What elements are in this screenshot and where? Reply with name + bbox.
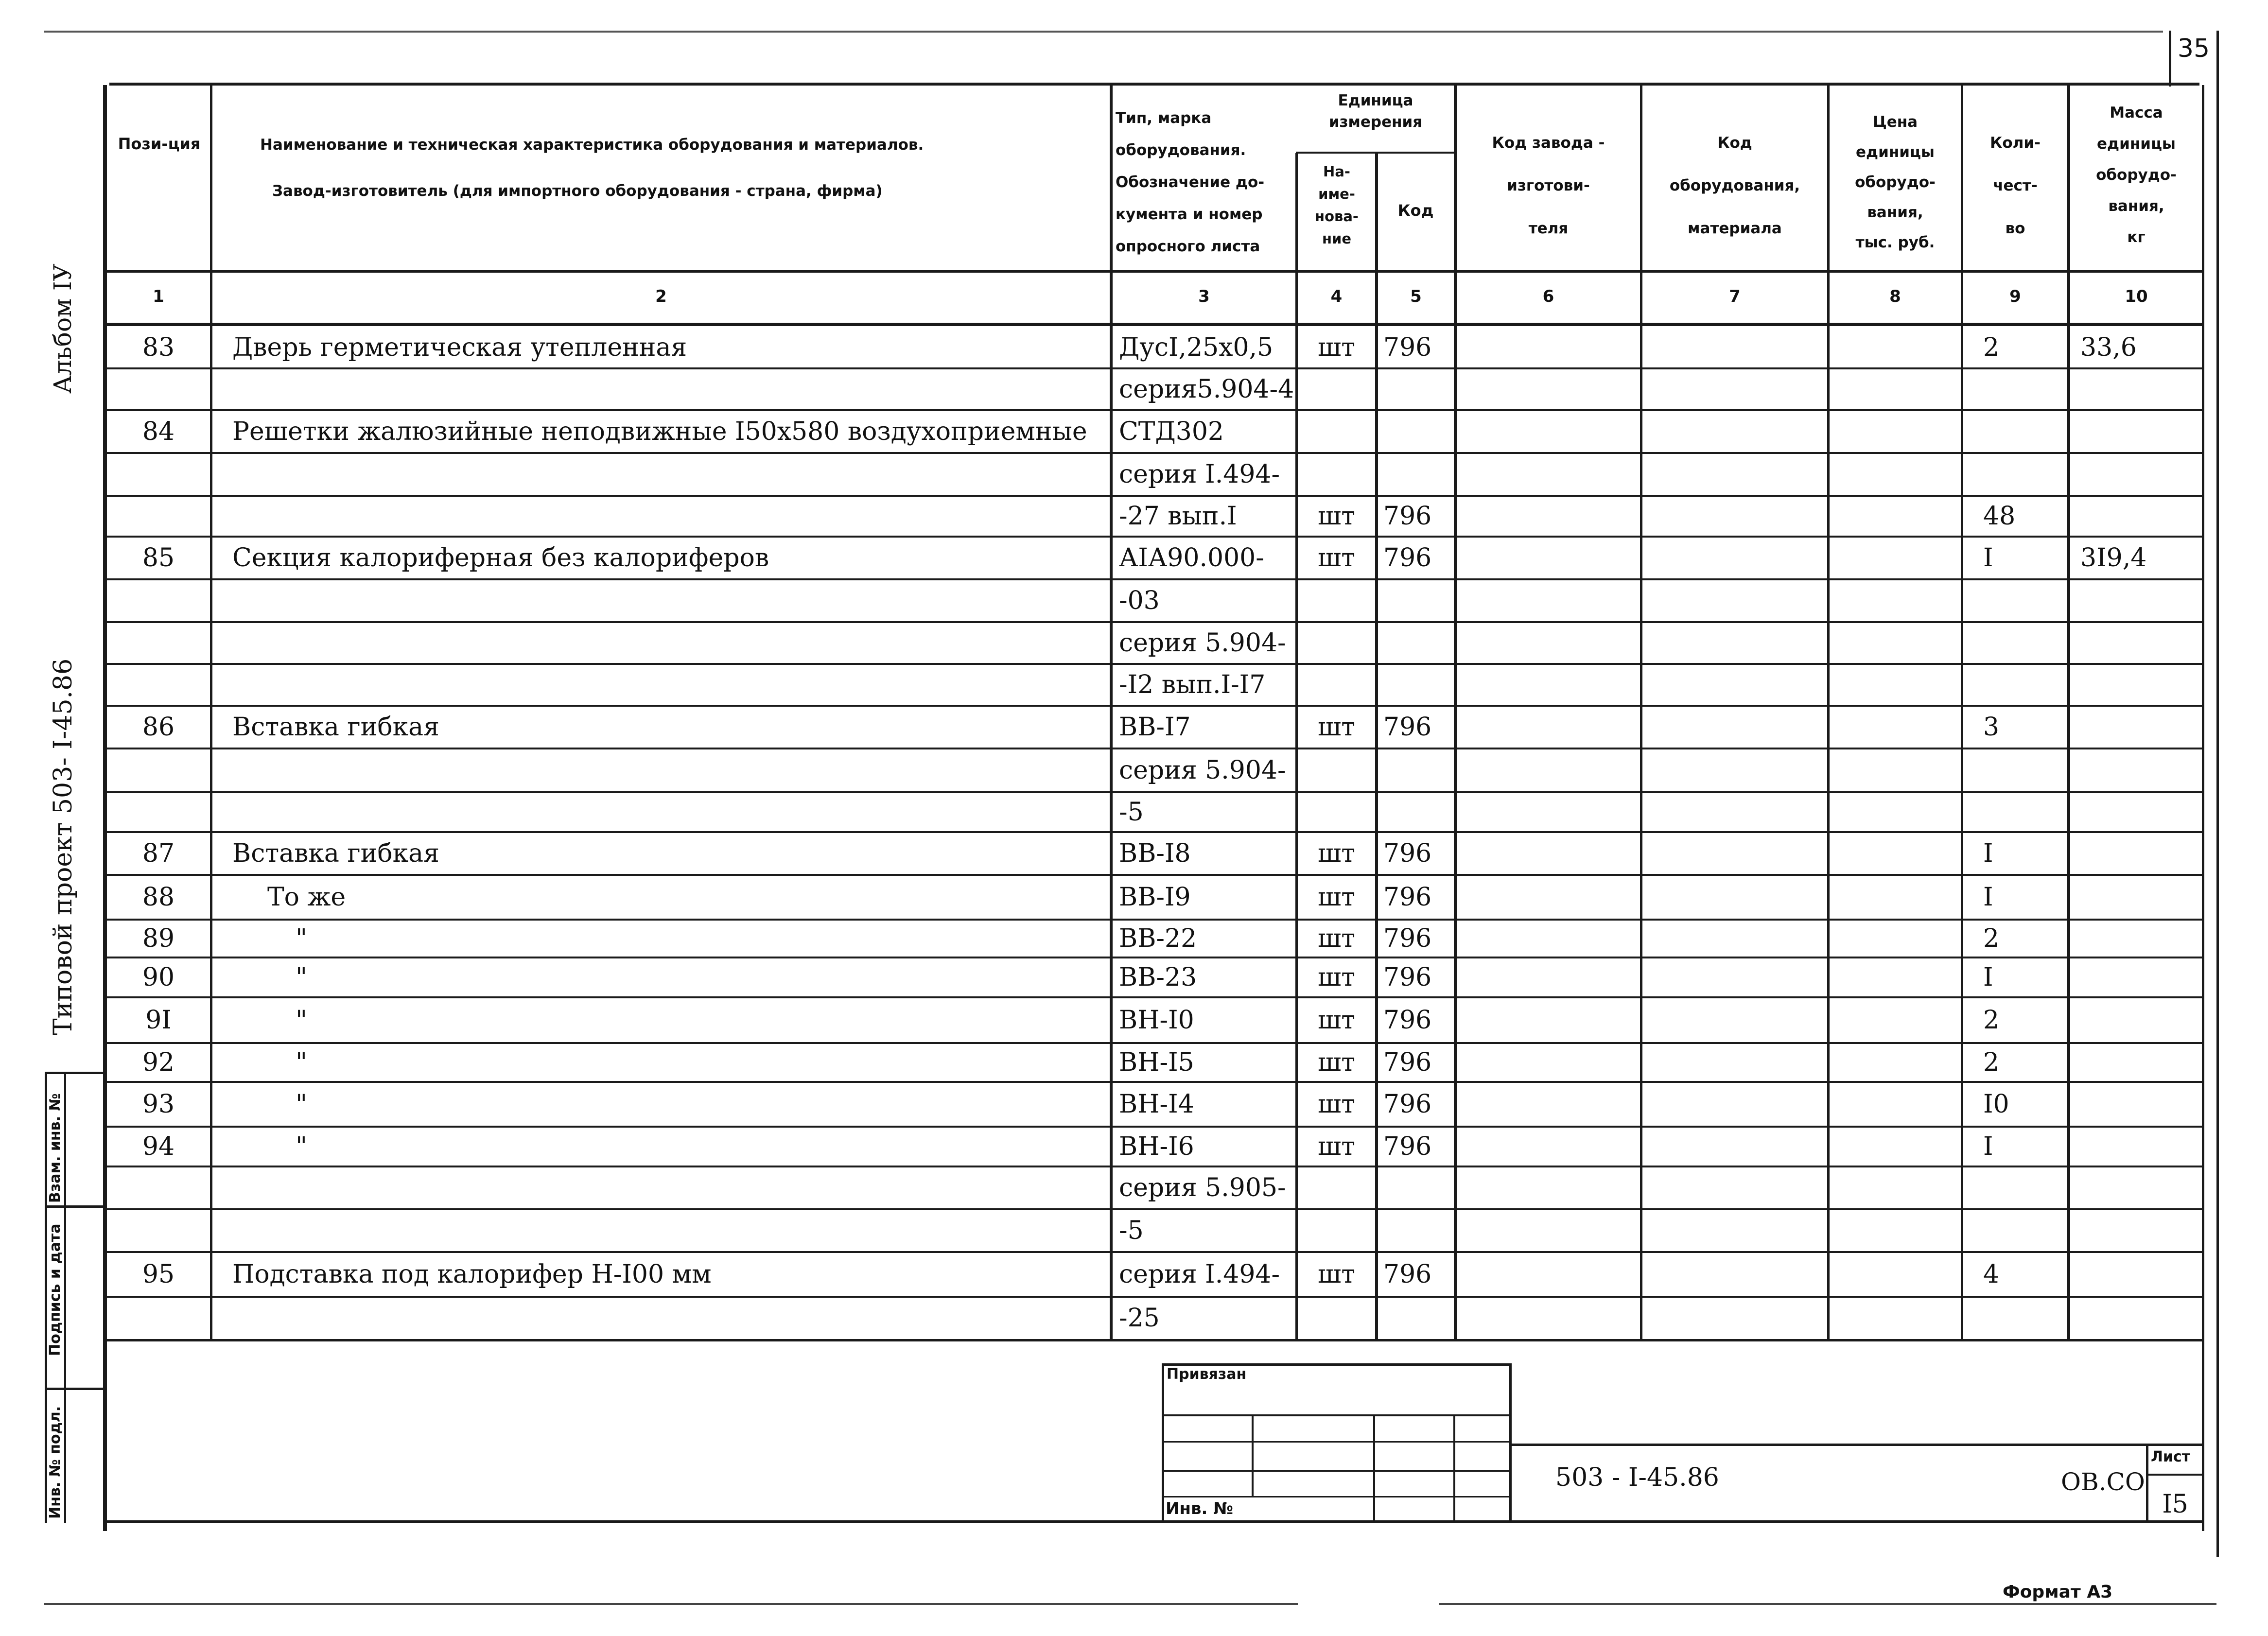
cell-type: -27 вып.I xyxy=(1119,502,1237,531)
cell-type: ВВ-23 xyxy=(1119,963,1197,992)
cell-unit: шт xyxy=(1317,1048,1356,1077)
cell-code: 796 xyxy=(1383,502,1432,531)
stamp-signature-label: Подпись и дата xyxy=(47,1223,64,1356)
cell-qty: 4 xyxy=(1983,1260,2000,1289)
cell-code: 796 xyxy=(1383,883,1432,912)
cell-type: серия5.904-4 xyxy=(1119,375,1294,404)
cell-qty: 48 xyxy=(1983,502,2016,531)
cell-unit: шт xyxy=(1317,1006,1356,1035)
cell-type: АIА90.000- xyxy=(1119,543,1264,573)
cell-mass: 3I9,4 xyxy=(2080,543,2147,573)
cell-qty: 2 xyxy=(1983,924,2000,953)
col-number-10: 10 xyxy=(2125,287,2148,306)
cell-pos: 89 xyxy=(142,924,175,953)
cell-code: 796 xyxy=(1383,924,1432,953)
cell-mass: 33,6 xyxy=(2080,332,2137,362)
album-label: Альбом IУ xyxy=(49,263,77,394)
cell-type: ВН-I0 xyxy=(1119,1006,1194,1035)
stamp-original-inv-label: Инв. № подл. xyxy=(47,1406,64,1519)
cell-pos: 93 xyxy=(142,1090,175,1119)
cell-qty: I xyxy=(1983,883,1993,912)
cell-type: -5 xyxy=(1119,798,1144,827)
cell-unit: шт xyxy=(1317,1090,1356,1119)
cell-unit: шт xyxy=(1317,963,1356,992)
format-label: Формат А3 xyxy=(2003,1582,2113,1602)
cell-code: 796 xyxy=(1383,839,1432,868)
cell-pos: 85 xyxy=(142,543,175,573)
cell-pos: 90 xyxy=(142,963,175,992)
cell-qty: 2 xyxy=(1983,332,2000,362)
cell-qty: 2 xyxy=(1983,1006,2000,1035)
cell-code: 796 xyxy=(1383,332,1432,362)
cell-name: " xyxy=(296,1048,307,1077)
cell-type: ВВ-I8 xyxy=(1119,839,1191,868)
project-label: Типовой проект 503- I-45.86 xyxy=(49,658,78,1035)
document-code: ОВ.СО xyxy=(2061,1468,2145,1496)
header-mass: Масса единицы оборудо- вания, кг xyxy=(2096,104,2177,246)
cell-type: -03 xyxy=(1119,586,1160,615)
cell-pos: 86 xyxy=(142,713,175,742)
sheet-number: I5 xyxy=(2162,1490,2188,1519)
cell-pos: 88 xyxy=(142,883,175,912)
cell-type: ВН-I5 xyxy=(1119,1048,1194,1077)
cell-pos: 84 xyxy=(142,417,175,446)
cell-pos: 83 xyxy=(142,332,175,362)
col-number-5: 5 xyxy=(1410,287,1422,306)
cell-unit: шт xyxy=(1317,713,1356,742)
cell-qty: I xyxy=(1983,1132,1993,1161)
header-unit-name: На- име- нова- ние xyxy=(1315,163,1359,247)
col-number-4: 4 xyxy=(1330,287,1343,306)
col-number-6: 6 xyxy=(1542,287,1554,306)
cell-pos: 9I xyxy=(145,1006,172,1035)
col-number-1: 1 xyxy=(153,287,164,306)
cell-name: Дверь герметическая утепленная xyxy=(232,332,687,362)
cell-type: -I2 вып.I-I7 xyxy=(1119,670,1266,699)
cell-type: СТД302 xyxy=(1119,417,1224,446)
cell-type: ВН-I4 xyxy=(1119,1090,1194,1119)
col-number-3: 3 xyxy=(1198,287,1210,306)
cell-name: Подставка под калорифер Н-I00 мм xyxy=(232,1260,712,1289)
header-unit-group: Единица измерения xyxy=(1328,92,1423,131)
cell-type: серия 5.904- xyxy=(1119,756,1286,785)
cell-name: Решетки жалюзийные неподвижные I50х580 воздухоприемные xyxy=(232,417,1087,446)
col-number-8: 8 xyxy=(1889,287,1901,306)
col-number-9: 9 xyxy=(2009,287,2021,306)
cell-pos: 87 xyxy=(142,839,175,868)
cell-type: серия 5.904- xyxy=(1119,628,1286,658)
page-number: 35 xyxy=(2177,34,2210,63)
cell-name: " xyxy=(296,963,307,992)
cell-qty: I xyxy=(1983,839,1993,868)
cell-code: 796 xyxy=(1383,1090,1432,1119)
header-name-line2: Завод-изготовитель (для импортного оборудования - страна, фирма) xyxy=(272,182,883,200)
cell-code: 796 xyxy=(1383,543,1432,573)
cell-name: " xyxy=(296,1090,307,1119)
cell-code: 796 xyxy=(1383,1048,1432,1077)
cell-type: -25 xyxy=(1119,1303,1160,1333)
cell-name: " xyxy=(296,924,307,953)
cell-qty: I0 xyxy=(1983,1090,2009,1119)
cell-pos: 95 xyxy=(142,1260,175,1289)
header-factory-code: Код завода - изготови- теля xyxy=(1492,134,1605,237)
cell-pos: 92 xyxy=(142,1048,175,1077)
header-equipment-code: Код оборудования, материала xyxy=(1669,134,1800,237)
cell-type: -5 xyxy=(1119,1216,1144,1245)
stamp-replacement-label: Взам. инв. № xyxy=(47,1093,64,1203)
cell-code: 796 xyxy=(1383,1132,1432,1161)
cell-unit: шт xyxy=(1317,543,1356,573)
cell-type: серия I.494- xyxy=(1119,460,1280,489)
cell-qty: 3 xyxy=(1983,713,2000,742)
cell-name: Вставка гибкая xyxy=(232,713,439,742)
cell-name: То же xyxy=(267,883,346,912)
cell-unit: шт xyxy=(1317,924,1356,953)
cell-qty: I xyxy=(1983,543,1993,573)
header-price: Цена единицы оборудо- вания, тыс. руб. xyxy=(1855,113,1936,251)
cell-type: ВН-I6 xyxy=(1119,1132,1194,1161)
header-type: Тип, марка оборудования. Обозначение до- кумента и номер опросного листа xyxy=(1116,109,1265,255)
cell-type: ВВ-22 xyxy=(1119,924,1197,953)
bound-label: Привязан xyxy=(1167,1366,1247,1383)
cell-code: 796 xyxy=(1383,1006,1432,1035)
cell-qty: I xyxy=(1983,963,1993,992)
cell-type: ВВ-I9 xyxy=(1119,883,1191,912)
cell-type: серия I.494- xyxy=(1119,1260,1280,1289)
cell-name: " xyxy=(296,1132,307,1161)
cell-name: Секция калориферная без калориферов xyxy=(232,543,769,573)
cell-name: Вставка гибкая xyxy=(232,839,439,868)
cell-type: ДусI,25х0,5 xyxy=(1119,332,1274,362)
cell-code: 796 xyxy=(1383,713,1432,742)
cell-pos: 94 xyxy=(142,1132,175,1161)
header-quantity: Коли- чест- во xyxy=(1990,134,2041,237)
cell-unit: шт xyxy=(1317,1260,1356,1289)
cell-unit: шт xyxy=(1317,839,1356,868)
cell-type: серия 5.905- xyxy=(1119,1173,1286,1202)
header-name-line1: Наименование и техническая характеристика оборудования и материалов. xyxy=(260,136,924,154)
document-number: 503 - I-45.86 xyxy=(1555,1463,1719,1492)
col-number-2: 2 xyxy=(655,287,667,306)
cell-code: 796 xyxy=(1383,1260,1432,1289)
col-number-7: 7 xyxy=(1729,287,1741,306)
header-position: Пози-ция xyxy=(118,135,201,153)
cell-unit: шт xyxy=(1317,502,1356,531)
cell-unit: шт xyxy=(1317,1132,1356,1161)
header-unit-code: Код xyxy=(1397,201,1434,220)
sheet-label: Лист xyxy=(2151,1448,2191,1465)
cell-qty: 2 xyxy=(1983,1048,2000,1077)
cell-unit: шт xyxy=(1317,332,1356,362)
cell-unit: шт xyxy=(1317,883,1356,912)
cell-type: ВВ-I7 xyxy=(1119,713,1191,742)
cell-name: " xyxy=(296,1006,307,1035)
cell-code: 796 xyxy=(1383,963,1432,992)
inventory-label: Инв. № xyxy=(1166,1499,1234,1518)
